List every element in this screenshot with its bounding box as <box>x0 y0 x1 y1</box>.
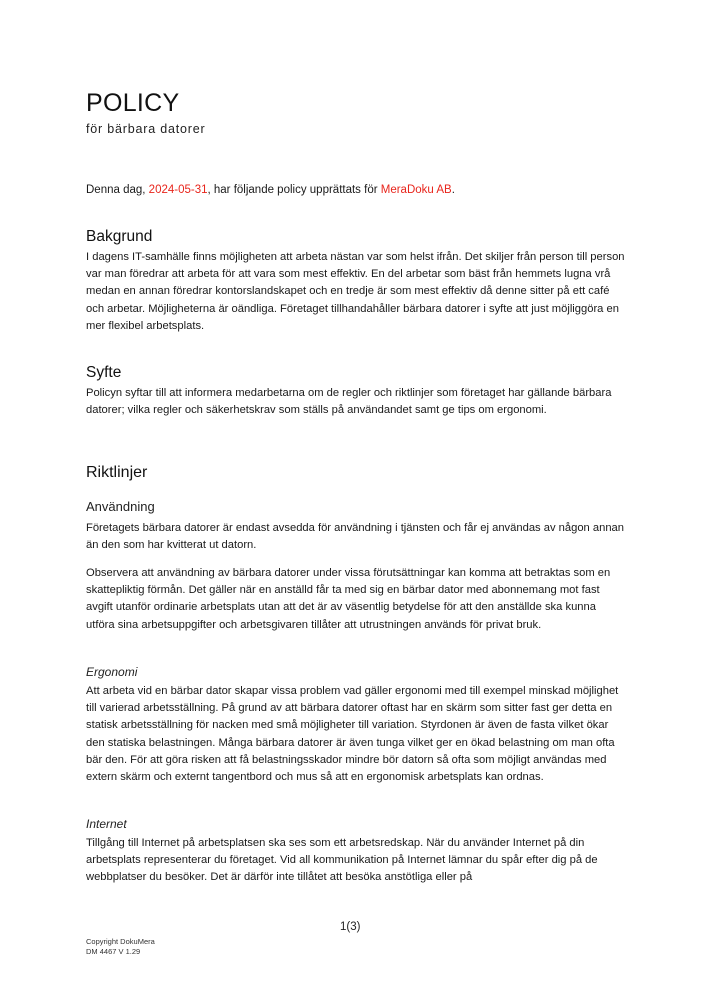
subsection-internet <box>86 816 626 887</box>
section-heading-riktlinjer: Riktlinjer <box>86 464 148 481</box>
intro-date: 2024-05-31 <box>148 184 208 196</box>
subsection-heading-anvandning: Användning <box>86 499 155 514</box>
subsection-heading-ergonomi: Ergonomi <box>86 665 138 679</box>
intro-middle: , har följande policy upprättats för <box>207 184 381 196</box>
intro-sentence <box>86 182 455 199</box>
section-text-syfte: Policyn syftar till att informera medarbetarna om de regler och riktlinjer som företaget har gällande bärbara datorer; vilka regler och säkerhetskrav som ställs på användandet samt ge tips om ergonomi. <box>86 387 612 417</box>
internet-paragraph: Tillgång till Internet på arbetsplatsen ska ses som ett arbetsredskap. När du använder Internet på din arbetsplats representerar du företaget. Vid all kommunikation på Internet lämnar du spår efter dig på de webbplatser du besöker. Det är därför inte tillåtet att besöka anstötliga eller på <box>86 837 598 884</box>
footer-doc-id: DM 4467 V 1.29 <box>86 947 141 956</box>
footer <box>86 937 155 957</box>
section-syfte <box>86 363 626 419</box>
footer-copyright: Copyright DokuMera <box>86 937 155 946</box>
section-heading-syfte: Syfte <box>86 364 122 381</box>
intro-company: MeraDoku AB <box>380 184 452 196</box>
anvandning-paragraph-1: Företagets bärbara datorer är endast avsedda för användning i tjänsten och får ej användas av någon annan än den som har kvitterat ut datorn. <box>86 522 624 552</box>
subsection-heading-internet: Internet <box>86 817 127 831</box>
anvandning-paragraph-2: Observera att användning av bärbara datorer under vissa förutsättningar kan komma att betraktas som en skattepliktig förmån. Det gäller när en anställd får ta med sig en bärbar dator med abonnemang mot fast avgift utanför ordinarie arbetsplats utan att det är av väsentlig betydelse för att den anställde ska kunna utföra sina arbetsuppgifter och arbetsgivaren tillåter att utrustningen används för privat bruk. <box>86 567 611 631</box>
intro-suffix: . <box>451 184 455 196</box>
section-heading-bakgrund: Bakgrund <box>86 228 153 245</box>
page-title: POLICY <box>86 89 180 117</box>
section-bakgrund <box>86 227 626 335</box>
subsection-anvandning <box>86 498 626 554</box>
section-riktlinjer <box>86 463 626 485</box>
subsection-ergonomi <box>86 664 626 786</box>
page-number: 1(3) <box>340 921 361 933</box>
anvandning-paragraph-2-block <box>86 565 626 634</box>
section-text-bakgrund: I dagens IT-samhälle finns möjligheten att arbeta nästan var som helst ifrån. Det skiljer från person till person var man föredrar att arbeta för att vara som mest effektiv. En del arbetar som bäst från hemmets lugna vrå medan en annan föredrar kontorslandskapet och en tredje är som mest effektiv då denne sitter på ett café och arbetar. Möjligheterna är oändliga. Företaget tillhandahåller bärbara datorer i syfte att just möjliggöra en mer flexibel arbetsplats. <box>86 251 625 332</box>
intro-prefix: Denna dag, <box>86 184 149 196</box>
ergonomi-paragraph: Att arbeta vid en bärbar dator skapar vissa problem vad gäller ergonomi med till exempel minskad möjlighet till varierad arbetsställning. På grund av att bärbara datorer oftast har en skärm som sitter fast ger detta en statisk arbetsställning för nacken med små möjligheter till variation. Styrdonen är även de fasta vilket ökar den statiska belastningen. Många bärbara datorer är även tunga vilket ger en ökad belastning om man ofta bär den. För att göra risken att få belastningsskador mindre bör datorn så ofta som möjligt användas med extern skärm och externt tangentbord och mus så att en ergonomisk arbetsplats kan ordnas. <box>86 685 619 784</box>
page-subtitle: för bärbara datorer <box>86 122 206 136</box>
